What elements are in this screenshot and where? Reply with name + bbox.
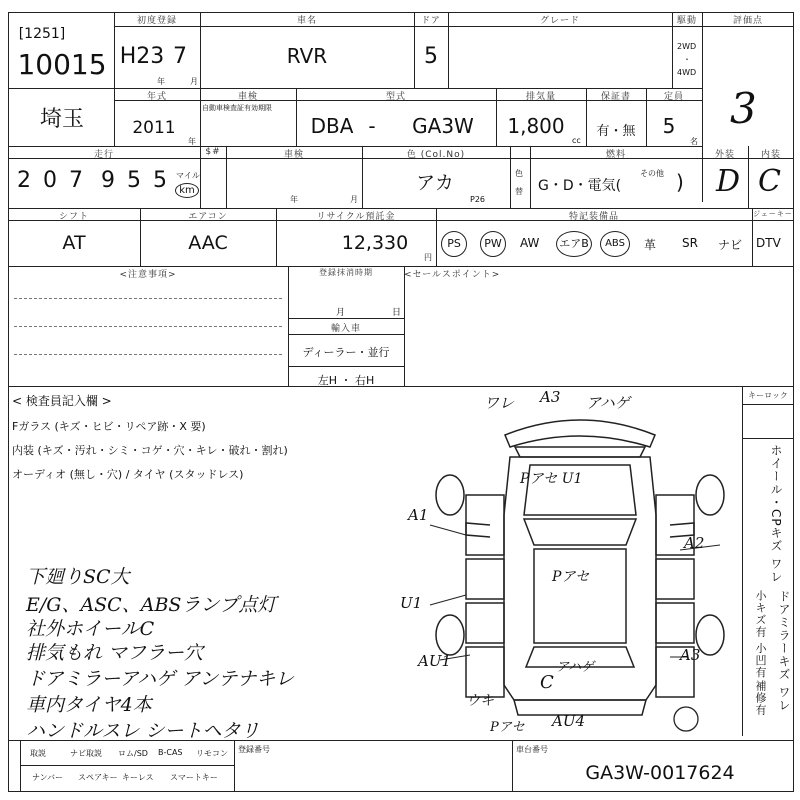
footer-item-keyless: キーレス	[122, 773, 154, 782]
capacity-header: 定員	[663, 92, 684, 102]
type-prefix: DBA	[310, 114, 354, 138]
caution-line	[14, 326, 282, 327]
exterior-grade: D	[716, 164, 741, 199]
sales-header: <セールスポイント>	[404, 270, 501, 280]
km-label: km	[175, 183, 199, 198]
shaken3-header: 車検	[283, 150, 304, 160]
equip-pw: PW	[480, 231, 506, 257]
hand-note: ハンドルスレ シートヘタリ	[26, 720, 260, 742]
caution-line	[14, 354, 282, 355]
repaint-b: 替	[515, 187, 523, 196]
footer-col	[512, 740, 513, 792]
mileage-digit: 5	[127, 168, 141, 193]
hand-note: 社外ホイールC	[26, 618, 155, 640]
mark-right-a2: A2	[684, 534, 705, 552]
hand-note: 車内タイヤ4本	[26, 694, 152, 716]
hand-note: 下廻りSC大	[26, 566, 130, 588]
capacity-unit: 名	[690, 137, 698, 146]
door-header: ドア	[421, 16, 441, 26]
mark-front-ahage: アハゲ	[586, 394, 630, 412]
mark-left-u1: U1	[400, 594, 423, 612]
color-value: アカ	[416, 172, 454, 194]
footer-item-manual: 取説	[30, 749, 46, 758]
caution-line	[14, 298, 282, 299]
mark-rear-pase: Pアセ	[490, 720, 525, 735]
ac-header: エアコン	[188, 212, 228, 222]
reg-header: 登録抹消時期	[319, 268, 373, 277]
equipment-header: 特記装備品	[568, 212, 619, 222]
footer-mid	[20, 765, 234, 766]
recycle-header: リサイクル預託金	[316, 212, 396, 222]
mileage-digit: 7	[69, 168, 83, 193]
mark-rear-au4: AU4	[552, 712, 586, 730]
type-header: 型式	[385, 92, 406, 102]
drive-2wd: 2WD	[677, 42, 697, 51]
warranty-header: 保証書	[600, 92, 631, 102]
lot-number: 10015	[17, 48, 107, 81]
col-divider	[510, 146, 511, 208]
mark-rear-uki: ウキ	[466, 693, 494, 709]
reg-divider	[288, 318, 404, 319]
equip-sr: SR	[682, 236, 698, 250]
key-divider2	[742, 438, 794, 439]
first-reg-era: H23	[119, 44, 165, 69]
mark-roof: Pアセ	[552, 569, 590, 585]
reg-day: 日	[392, 308, 402, 318]
warranty-value: 有・無	[596, 124, 636, 139]
handle-value: 左H ・ 右H	[317, 374, 375, 387]
import-value: ディーラー・並行	[302, 346, 390, 359]
equip-aw: AW	[520, 236, 540, 250]
grade-header: グレード	[539, 16, 580, 26]
model-year-unit: 年	[188, 137, 196, 146]
mark-left-a1: A1	[408, 506, 429, 524]
recycle-unit: 円	[424, 253, 432, 262]
equip-navi: ナビ	[718, 238, 743, 252]
chassis-number: GA3W-0017624	[585, 762, 735, 784]
footer-item-navi-manual: ナビ取説	[70, 749, 102, 758]
shaken-sub: 自動車検査証有効期限	[202, 104, 272, 112]
color-header: 色 (Col.No)	[406, 150, 466, 160]
equip-leather: 革	[644, 238, 657, 252]
key-divider	[742, 404, 794, 405]
header-line	[114, 26, 794, 27]
car-diagram	[420, 395, 740, 735]
location: 埼玉	[39, 107, 84, 132]
score-value: 3	[730, 84, 757, 133]
mileage-digit: 9	[101, 168, 115, 193]
repaint-a: 色	[515, 169, 523, 178]
inspector-title: < 検査員記入欄 >	[12, 394, 112, 408]
equip-airbag: エアB	[556, 231, 592, 257]
shaken-header: 車検	[237, 92, 258, 102]
legend-mirror: ドアミラーキズ ワレ	[777, 590, 791, 712]
legend-repair: 補修有	[754, 680, 767, 716]
month-unit: 月	[190, 77, 198, 86]
equip-dtv: DTV	[756, 236, 781, 250]
mileage-digit: 2	[17, 168, 31, 193]
interior-header: 内装	[760, 150, 781, 160]
fuel-header: 燃料	[605, 150, 626, 160]
car-name: RVR	[286, 44, 328, 68]
mile-label: マイル	[176, 171, 200, 180]
model-year: 2011	[132, 118, 176, 138]
fuel-value: G・D・電気(	[538, 178, 622, 194]
chassis-header: 車台番号	[516, 745, 548, 754]
mark-hood: Pアセ U1	[520, 471, 583, 487]
reg-month: 月	[336, 308, 346, 318]
cc-header: 排気量	[525, 92, 556, 102]
mark-rear-c: C	[540, 672, 554, 693]
import-divider	[288, 334, 404, 335]
mark-rear-ahage: アハゲ	[556, 660, 594, 675]
first-reg-month: 7	[173, 44, 187, 69]
displacement: 1,800	[507, 114, 565, 138]
mileage-header: 走行	[93, 150, 114, 160]
footer-item-smartkey: スマートキー	[170, 773, 218, 782]
exterior-header: 外装	[714, 150, 735, 160]
year-header: 年式	[146, 92, 167, 102]
legend-wheel: ホイール・CPキズ ワレ	[769, 444, 783, 584]
col-divider	[702, 12, 703, 202]
special-header: ジェーキー	[753, 210, 793, 218]
name-header: 車名	[296, 16, 317, 26]
shaken-year: 年	[290, 195, 298, 204]
mark-front-left: ワレ	[484, 394, 515, 412]
lot-prefix: [1251]	[18, 26, 66, 42]
equip-ps: PS	[441, 231, 467, 257]
import-header: 輸入車	[330, 324, 361, 334]
caution-header: <注意事項>	[119, 270, 177, 280]
capacity: 5	[662, 114, 676, 138]
footer-item-rom: ロム/SD	[118, 749, 148, 758]
shift-value: AT	[62, 232, 86, 254]
type-dash: -	[368, 114, 376, 138]
footer-divider	[8, 740, 794, 741]
handle-divider	[288, 366, 404, 367]
inspector-line-audio: オーディオ (無し・穴) / タイヤ (スタッドレス)	[12, 468, 244, 481]
correction-header: $#	[205, 147, 221, 157]
type-code: GA3W	[412, 114, 474, 138]
equip-abs: ABS	[600, 231, 630, 257]
recycle-amount: 12,330	[341, 232, 409, 254]
hand-note: E/G、ASC、ABSランプ点灯	[26, 594, 277, 616]
color-code: P26	[470, 195, 486, 204]
fuel-other: その他	[640, 169, 664, 178]
ac-value: AAC	[188, 232, 228, 254]
shaken-month: 月	[350, 195, 358, 204]
drive-4wd: 4WD	[677, 68, 697, 77]
mark-right-a3: A3	[680, 646, 701, 664]
cc-unit: cc	[572, 136, 581, 145]
mileage-digit: 0	[43, 168, 57, 193]
footer-item-spare-key: スペアキー	[78, 773, 118, 782]
mark-left-au1: AU1	[418, 652, 452, 670]
legend-scratch: 小キズ有 小凹有	[754, 590, 767, 679]
doors: 5	[424, 44, 438, 69]
footer-col	[20, 740, 21, 792]
shift-header: シフト	[58, 212, 89, 222]
mark-front-a3: A3	[540, 388, 561, 406]
hand-note: ドアミラーアハゲ アンテナキレ	[26, 668, 295, 690]
interior-grade: C	[758, 164, 781, 199]
drive-dot: ・	[683, 55, 691, 64]
reg-number-header: 登録番号	[238, 745, 270, 754]
first-reg-header: 初度登録	[136, 16, 177, 26]
score-header: 評価点	[732, 16, 763, 26]
fuel-close: )	[676, 170, 684, 194]
key-header: キーロック	[748, 391, 788, 400]
inspector-line-glass: Fガラス (キズ・ヒビ・リペア跡・X 要)	[12, 420, 206, 433]
year-unit: 年	[157, 77, 165, 86]
col-divider	[404, 266, 405, 386]
hand-note: 排気もれ マフラー穴	[26, 642, 204, 664]
footer-col	[234, 740, 235, 792]
inspector-line-interior: 内装 (キズ・汚れ・シミ・コゲ・穴・キレ・破れ・割れ)	[12, 444, 288, 457]
mileage-digit: 5	[153, 168, 167, 193]
footer-item-plate: ナンバー	[32, 773, 64, 782]
drive-header: 駆動	[676, 16, 697, 26]
footer-item-bcas: B-CAS	[158, 748, 183, 757]
footer-item-remote: リモコン	[196, 749, 228, 758]
